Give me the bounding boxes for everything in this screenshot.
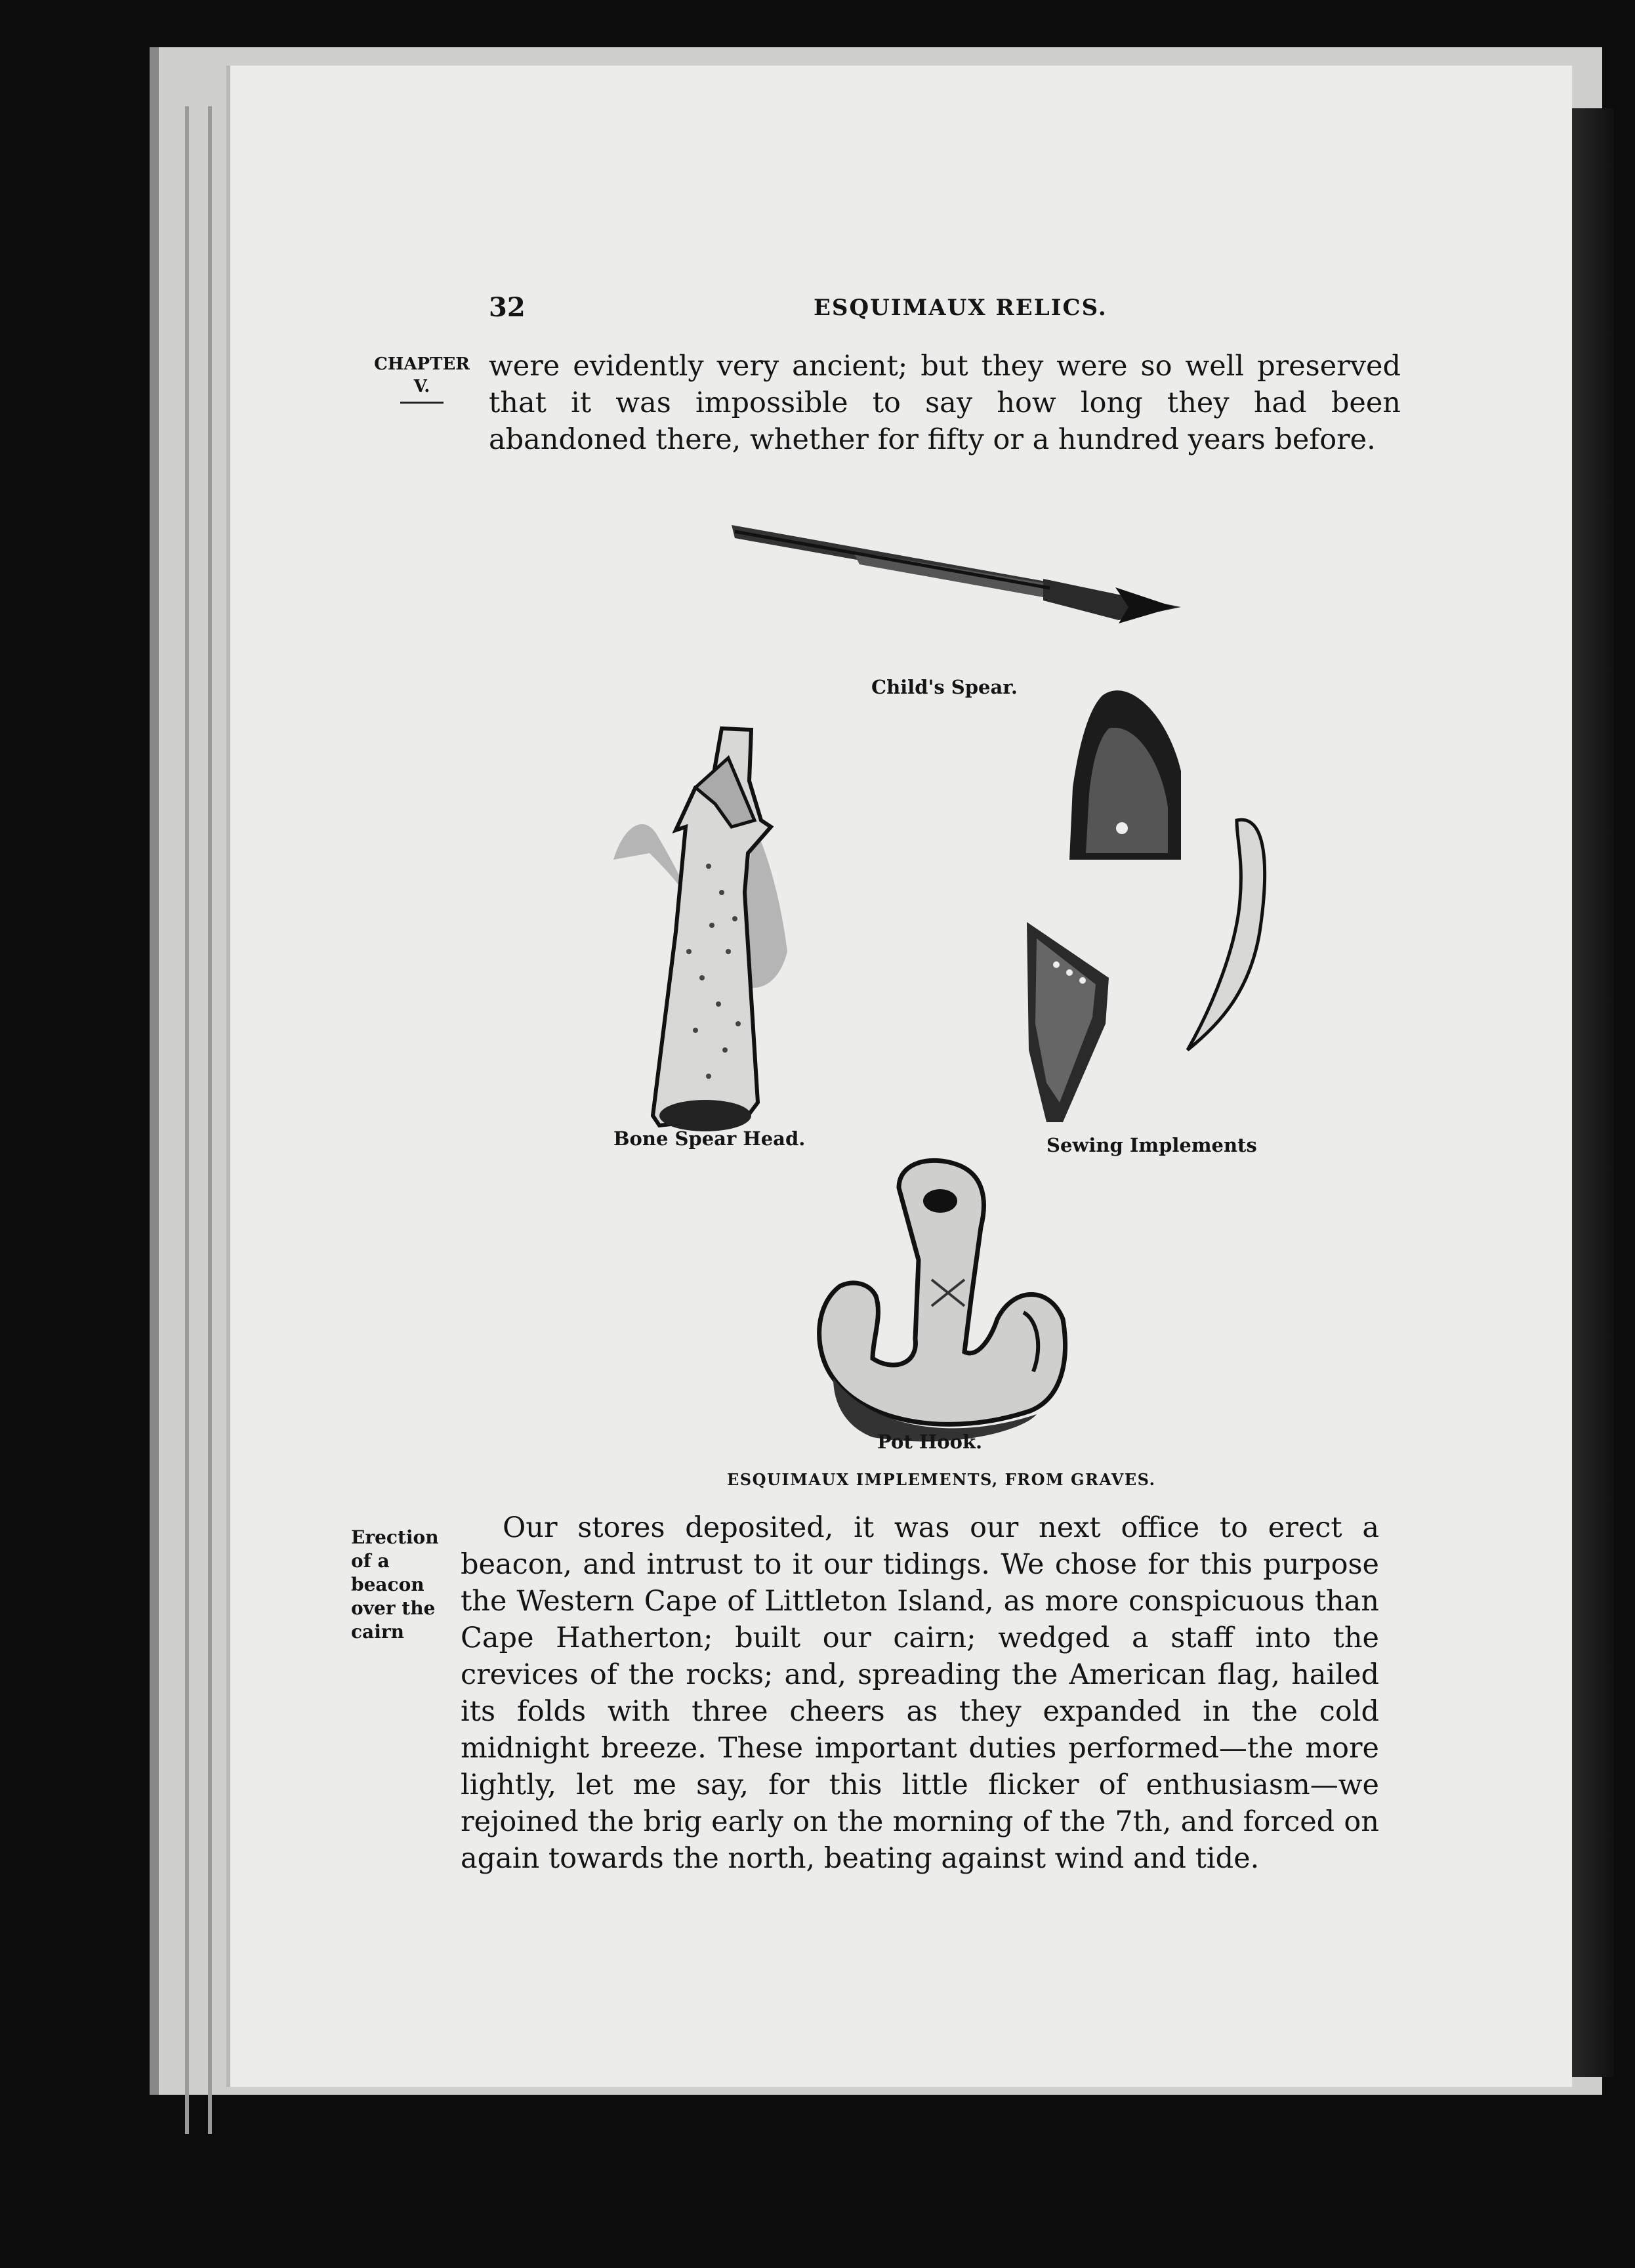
pot-hook-caption: Pot Hook. [877,1431,983,1453]
plate-caption: ESQUIMAUX IMPLEMENTS, FROM GRAVES. [727,1470,1156,1489]
childs-spear-illustration [732,525,1181,623]
bone-spear-head-illustration [613,728,787,1131]
margin-note: Erection of a beacon over the cairn [351,1526,439,1643]
running-title: ESQUIMAUX RELICS. [814,295,1107,321]
main-paragraph-text: Our stores deposited, it was our next office to erect a beacon, and intrust to it our tidings. We chose for this purpose the Western Cape of Littleton Island, as more conspicuous than Cape Hatherton; built our cairn; wedged a staff into the crevices of the rocks; and, spreading the American flag, hailed its folds with three cheers as they expanded in the cold midnight breeze. These important duties performed—the more lightly, let me say, for this little flicker of enthusiasm—we rejoined the brig early on the morning of the 7th, and forced on again towards the north, beating against wind and tide. [461,1511,1379,1875]
main-paragraph [461,1509,1379,1877]
chapter-number: V. [413,377,430,396]
page-number: 32 [489,292,526,323]
bone-spear-head-caption: Bone Spear Head. [613,1127,806,1150]
pot-hook-illustration [819,1160,1066,1441]
chapter-label: CHAPTER [374,354,470,374]
childs-spear-caption: Child's Spear. [871,676,1018,698]
sewing-implements-illustration [1027,690,1265,1122]
sewing-implements-caption: Sewing Implements [1046,1134,1257,1156]
intro-paragraph-text: were evidently very ancient; but they were so well preserved that it was impossible to say how long they had been abandoned there, whether for fifty or a hundred years before. [489,350,1401,456]
